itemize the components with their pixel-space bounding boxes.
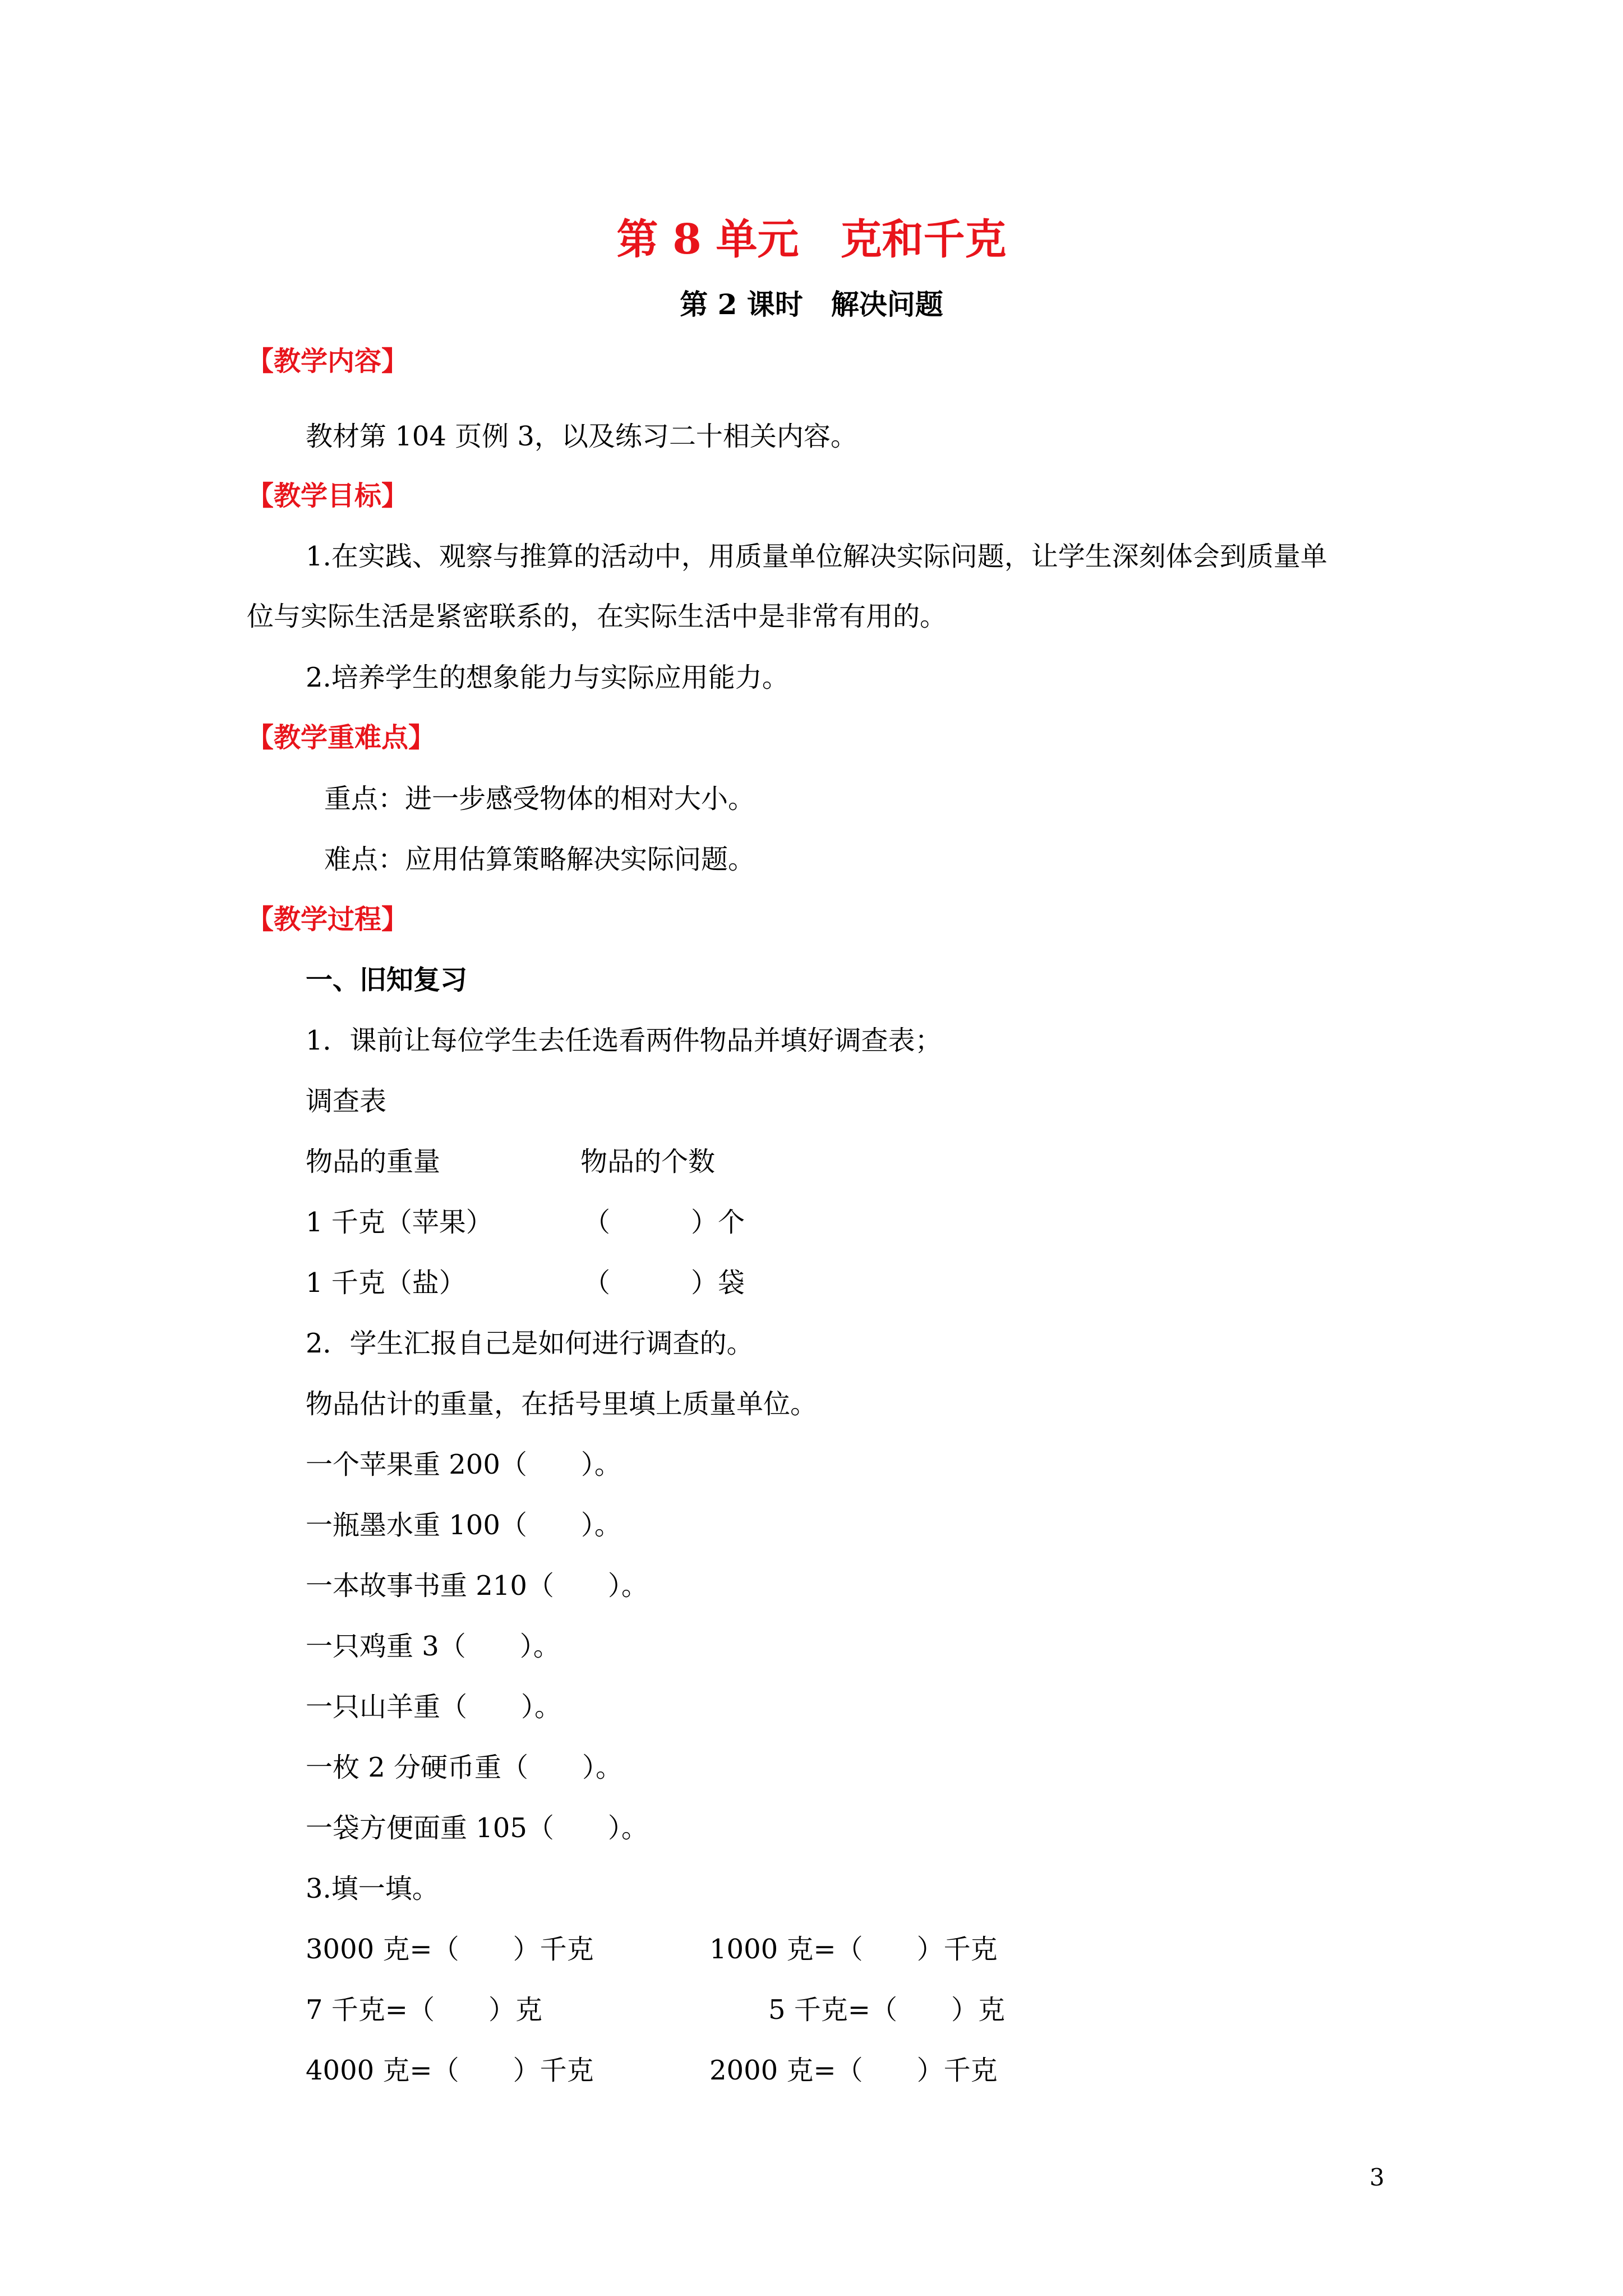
goal-1-line-1: 1.在实践、观察与推算的活动中，用质量单位解决实际问题，让学生深刻体会到质量单 — [306, 541, 1327, 572]
estimate-item: 一只鸡重 3（ ）。 — [306, 1631, 560, 1662]
fill-item: 4000 克=（ ）千克 — [306, 2055, 594, 2086]
estimate-item: 一个苹果重 200（ ）。 — [306, 1449, 621, 1480]
step-2: 2．学生汇报自己是如何进行调查的。 — [306, 1328, 754, 1359]
goal-1-line-2: 位与实际生活是紧密联系的，在实际生活中是非常有用的。 — [247, 601, 947, 632]
goal-2: 2.培养学生的想象能力与实际应用能力。 — [306, 662, 789, 693]
estimate-item: 一本故事书重 210（ ）。 — [306, 1570, 648, 1602]
content-text: 教材第 104 页例 3，以及练习二十相关内容。 — [306, 421, 857, 452]
fill-item: 1000 克=（ ）千克 — [709, 1934, 998, 1965]
estimate-item: 一枚 2 分硬币重（ ）。 — [306, 1752, 623, 1783]
survey-row-1-count: （ ）个 — [583, 1207, 745, 1238]
page-number: 3 — [1370, 2164, 1385, 2191]
survey-row-2-weight: 1 千克（盐） — [306, 1267, 466, 1299]
survey-title: 调查表 — [306, 1085, 387, 1117]
estimate-item: 一只山羊重（ ）。 — [306, 1691, 562, 1723]
step-1: 1．课前让每位学生去任选看两件物品并填好调查表； — [306, 1025, 942, 1056]
estimate-item: 一瓶墨水重 100（ ）。 — [306, 1510, 621, 1541]
survey-row-1-weight: 1 千克（苹果） — [306, 1207, 493, 1238]
key-point: 重点：进一步感受物体的相对大小。 — [324, 783, 755, 815]
section-heading-content: 【教学内容】 — [247, 346, 409, 377]
fill-item: 7 千克=（ ）克 — [306, 1994, 543, 2026]
survey-header-count: 物品的个数 — [580, 1146, 716, 1177]
survey-header-weight: 物品的重量 — [306, 1146, 441, 1177]
fill-item: 5 千克=（ ）克 — [768, 1994, 1006, 2026]
difficult-point: 难点：应用估算策略解决实际问题。 — [324, 844, 755, 875]
lesson-title: 第 2 课时 解决问题 — [680, 288, 943, 321]
estimate-item: 一袋方便面重 105（ ）。 — [306, 1812, 648, 1844]
unit-title: 第 8 单元 克和千克 — [616, 215, 1007, 264]
section-heading-goals: 【教学目标】 — [247, 480, 409, 512]
review-heading: 一、旧知复习 — [306, 964, 468, 996]
estimate-instruction: 物品估计的重量，在括号里填上质量单位。 — [306, 1388, 818, 1420]
section-heading-process: 【教学过程】 — [247, 904, 409, 935]
step-3: 3.填一填。 — [306, 1873, 439, 1904]
fill-item: 2000 克=（ ）千克 — [709, 2055, 998, 2086]
fill-item: 3000 克=（ ）千克 — [306, 1934, 594, 1965]
survey-row-2-count: （ ）袋 — [583, 1267, 745, 1299]
section-heading-keypoints: 【教学重难点】 — [247, 722, 436, 753]
